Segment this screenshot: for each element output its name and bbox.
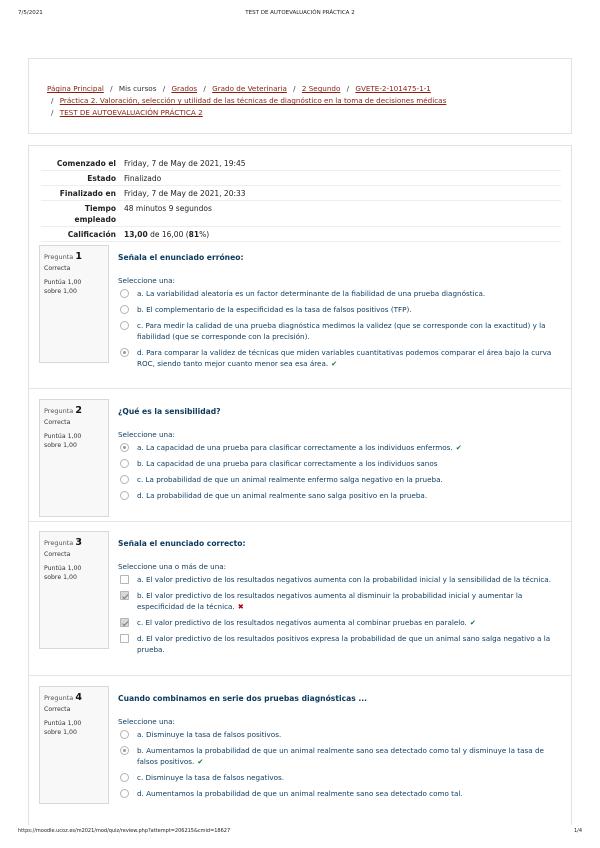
summary-row-finished xyxy=(41,186,561,201)
print-date: 7/5/2021 xyxy=(18,10,43,16)
question-label: Pregunta xyxy=(44,694,74,702)
breadcrumb-separator: / xyxy=(346,84,350,93)
question-label: Pregunta xyxy=(44,253,74,261)
answer-text: a. Disminuye la tasa de falsos positivos. xyxy=(137,730,282,739)
breadcrumb-separator: / xyxy=(293,84,296,93)
question-divider xyxy=(29,521,571,522)
question-state: Correcta xyxy=(44,419,71,426)
summary-row-started xyxy=(41,156,561,171)
check-icon: ✔ xyxy=(469,618,476,627)
question-label: Pregunta xyxy=(44,407,74,415)
breadcrumb-segundo-link[interactable]: 2 Segundo xyxy=(301,84,341,93)
question-state: Correcta xyxy=(44,706,71,713)
question-text: Señala el enunciado correcto: xyxy=(118,539,246,548)
answer-text: c. Para medir la calidad de una prueba diagnóstica medimos la validez (que se corresponde con la exactitud) y la fiabilidad (que se corresponde con la precisión). xyxy=(137,321,546,341)
grade-end: %) xyxy=(199,229,210,239)
summary-label-part: empleado xyxy=(74,214,116,224)
checkbox-checked[interactable] xyxy=(120,591,129,600)
answer-prompt: Seleccione una: xyxy=(118,276,175,285)
answer-list xyxy=(118,288,558,369)
breadcrumb-separator: / xyxy=(51,108,54,117)
breadcrumb-course-link[interactable]: GVETE-2-101475-1-1 xyxy=(355,84,431,93)
answer-option-c[interactable] xyxy=(118,320,558,342)
answer-option-d[interactable] xyxy=(118,490,558,501)
answer-option-c[interactable] xyxy=(118,474,558,485)
answer-option-b[interactable] xyxy=(118,304,558,315)
radio-button[interactable] xyxy=(120,475,129,484)
answer-text: d. La probabilidad de que un animal realmente sano salga positivo en la prueba. xyxy=(137,491,428,500)
checkbox-checked[interactable] xyxy=(120,618,129,627)
question-grade-line: sobre 1,00 xyxy=(44,442,77,449)
question-number-value: 1 xyxy=(75,251,82,262)
question-label: Pregunta xyxy=(44,539,74,547)
answer-list xyxy=(118,729,558,799)
summary-label: Comenzado el xyxy=(56,158,116,168)
radio-button[interactable] xyxy=(120,459,129,468)
answer-list xyxy=(118,574,558,655)
answer-text: a. La variabilidad aleatoria es un factor determinante de la fiabilidad de una prueba diagnóstica. xyxy=(137,289,486,298)
question-grade xyxy=(44,432,104,450)
answer-option-c[interactable] xyxy=(118,772,558,783)
radio-button-selected[interactable] xyxy=(120,746,129,755)
breadcrumb-line-3 xyxy=(47,107,571,119)
question-2-content xyxy=(118,407,558,506)
question-grade-line: Puntúa 1,00 xyxy=(44,720,82,727)
breadcrumb-home-link[interactable]: Página Principal xyxy=(47,84,104,93)
question-number xyxy=(44,405,104,416)
answer-text: b. El complementario de la especificidad es la tasa de falsos positivos (TFP). xyxy=(137,305,412,314)
answer-prompt: Seleccione una: xyxy=(118,717,175,726)
summary-label-part: Tiempo xyxy=(84,203,116,213)
question-divider xyxy=(29,388,571,389)
answer-text: b. La capacidad de una prueba para clasificar correctamente a los individuos sanos xyxy=(137,459,438,468)
answer-option-b[interactable] xyxy=(118,590,558,612)
answer-text: d. Aumentamos la probabilidad de que un animal realmente sano sea detectado como tal. xyxy=(137,789,463,798)
question-grade-line: sobre 1,00 xyxy=(44,574,77,581)
summary-label: Estado xyxy=(87,173,116,183)
answer-text: b. Aumentamos la probabilidad de que un animal realmente sano sea detectado como tal y disminuye la tasa de falsos positivos. xyxy=(137,746,544,766)
breadcrumb-practica-link[interactable]: Práctica 2. Valoración, selección y utilidad de las técnicas de diagnóstico en la toma de decisiones médicas xyxy=(59,96,447,105)
answer-text: c. Disminuye la tasa de falsos negativos. xyxy=(137,773,285,782)
answer-text: d. El valor predictivo de los resultados positivos expresa la probabilidad de que un animal sano salga negativo a la prueba. xyxy=(137,634,551,654)
radio-button[interactable] xyxy=(120,730,129,739)
question-divider xyxy=(29,675,571,676)
summary-row-grade xyxy=(41,227,561,242)
cross-icon: ✖ xyxy=(237,602,244,611)
answer-text: b. El valor predictivo de los resultados negativos aumenta al disminuir la probabilidad inicial y aumentar la especificidad de la técnica. xyxy=(137,591,523,611)
summary-label xyxy=(41,203,120,225)
answer-text-wrap xyxy=(137,347,558,369)
summary-row-state xyxy=(41,171,561,186)
answer-list xyxy=(118,442,558,501)
question-grade xyxy=(44,719,104,737)
radio-button[interactable] xyxy=(120,789,129,798)
breadcrumb-line-1 xyxy=(47,83,571,95)
print-header xyxy=(18,10,582,20)
breadcrumb-separator: / xyxy=(203,84,206,93)
answer-option-d[interactable] xyxy=(118,788,558,799)
question-text: ¿Qué es la sensibilidad? xyxy=(118,407,221,416)
answer-option-d[interactable] xyxy=(118,633,558,655)
breadcrumb-separator: / xyxy=(51,96,54,105)
radio-button-selected[interactable] xyxy=(120,348,129,357)
question-1-content xyxy=(118,253,558,374)
grade-middle: de 16,00 ( xyxy=(147,229,189,239)
question-grade-line: Puntúa 1,00 xyxy=(44,279,82,286)
question-number-value: 3 xyxy=(75,537,82,548)
breadcrumb xyxy=(28,58,572,134)
summary-value: 48 minutos 9 segundos xyxy=(124,203,212,213)
answer-option-b[interactable] xyxy=(118,745,558,767)
answer-option-c[interactable] xyxy=(118,617,558,628)
attempt-summary-table xyxy=(41,156,561,242)
answer-option-a[interactable] xyxy=(118,442,558,453)
print-page-number: 1/4 xyxy=(573,828,582,834)
answer-option-d[interactable] xyxy=(118,347,558,369)
breadcrumb-test-link[interactable]: TEST DE AUTOEVALUACIÓN PRÁCTICA 2 xyxy=(59,108,203,117)
breadcrumb-line-2 xyxy=(47,95,571,107)
answer-text-wrap xyxy=(137,745,558,767)
answer-text-wrap xyxy=(137,442,558,453)
summary-value xyxy=(120,229,561,240)
grade-percent: 81 xyxy=(188,229,200,239)
breadcrumb-my-courses: Mis cursos xyxy=(118,84,157,93)
answer-text: c. La probabilidad de que un animal realmente enfermo salga negativo en la prueba. xyxy=(137,475,443,484)
question-number xyxy=(44,537,104,548)
radio-button[interactable] xyxy=(120,305,129,314)
breadcrumb-grados-link[interactable]: Grados xyxy=(171,84,198,93)
radio-button[interactable] xyxy=(120,491,129,500)
summary-value: Finalizado xyxy=(124,173,162,183)
question-number xyxy=(44,251,104,262)
summary-value: Friday, 7 de May de 2021, 20:33 xyxy=(124,188,246,198)
check-icon: ✔ xyxy=(197,757,204,766)
question-grade xyxy=(44,278,104,296)
question-1-info xyxy=(39,245,109,363)
radio-button[interactable] xyxy=(120,321,129,330)
summary-value: Friday, 7 de May de 2021, 19:45 xyxy=(124,158,246,168)
answer-text-wrap xyxy=(137,617,558,628)
radio-button-selected[interactable] xyxy=(120,443,129,452)
answer-text-wrap xyxy=(137,590,558,612)
question-text: Cuando combinamos en serie dos pruebas diagnósticas ... xyxy=(118,694,368,703)
radio-button[interactable] xyxy=(120,773,129,782)
question-grade-line: Puntúa 1,00 xyxy=(44,433,82,440)
question-number-value: 4 xyxy=(75,692,82,703)
answer-text: d. Para comparar la validez de técnicas que miden variables cuantitativas podemos comparar el área bajo la curva ROC, siendo tanto mejor cuanto menor sea esa área. xyxy=(137,348,552,368)
print-url: https://moodle.ucoz.es/m2021/mod/quiz/review.php?attempt=206215&cmid=18627 xyxy=(18,828,231,834)
question-4-content xyxy=(118,694,558,804)
print-title: TEST DE AUTOEVALUACIÓN PRÁCTICA 2 xyxy=(245,10,355,16)
summary-row-time xyxy=(41,201,561,227)
breadcrumb-grado-veterinaria-link[interactable]: Grado de Veterinaria xyxy=(212,84,287,93)
question-2-info xyxy=(39,399,109,517)
answer-text: a. La capacidad de una prueba para clasificar correctamente a los individuos enfermos. xyxy=(137,443,453,452)
question-grade xyxy=(44,564,104,582)
question-number xyxy=(44,692,104,703)
question-state: Correcta xyxy=(44,265,71,272)
question-3-content xyxy=(118,539,558,660)
question-text: Señala el enunciado erróneo: xyxy=(118,253,244,262)
answer-option-a[interactable] xyxy=(118,729,558,740)
check-icon: ✔ xyxy=(455,443,462,452)
quiz-review-region xyxy=(28,145,572,825)
question-4-info xyxy=(39,686,109,804)
answer-prompt: Seleccione una: xyxy=(118,430,175,439)
question-number-value: 2 xyxy=(75,405,82,416)
checkbox[interactable] xyxy=(120,634,129,643)
check-icon: ✔ xyxy=(331,359,338,368)
question-state: Correcta xyxy=(44,551,71,558)
radio-button[interactable] xyxy=(120,289,129,298)
grade-score: 13,00 xyxy=(124,229,148,239)
checkbox[interactable] xyxy=(120,575,129,584)
answer-text: a. El valor predictivo de los resultados negativos aumenta con la probabilidad inicial y la sensibilidad de la técnica. xyxy=(137,575,551,584)
answer-text: c. El valor predictivo de los resultados negativos aumenta al combinar pruebas en paralelo. xyxy=(137,618,467,627)
question-grade-line: sobre 1,00 xyxy=(44,729,77,736)
summary-label: Calificación xyxy=(67,229,116,239)
summary-label: Finalizado en xyxy=(59,188,116,198)
question-grade-line: sobre 1,00 xyxy=(44,288,77,295)
answer-option-a[interactable] xyxy=(118,288,558,299)
answer-option-b[interactable] xyxy=(118,458,558,469)
print-footer xyxy=(18,828,582,838)
breadcrumb-separator: / xyxy=(162,84,166,93)
question-3-info xyxy=(39,531,109,649)
breadcrumb-separator: / xyxy=(110,84,113,93)
question-grade-line: Puntúa 1,00 xyxy=(44,565,82,572)
answer-option-a[interactable] xyxy=(118,574,558,585)
answer-prompt: Seleccione una o más de una: xyxy=(118,562,227,571)
